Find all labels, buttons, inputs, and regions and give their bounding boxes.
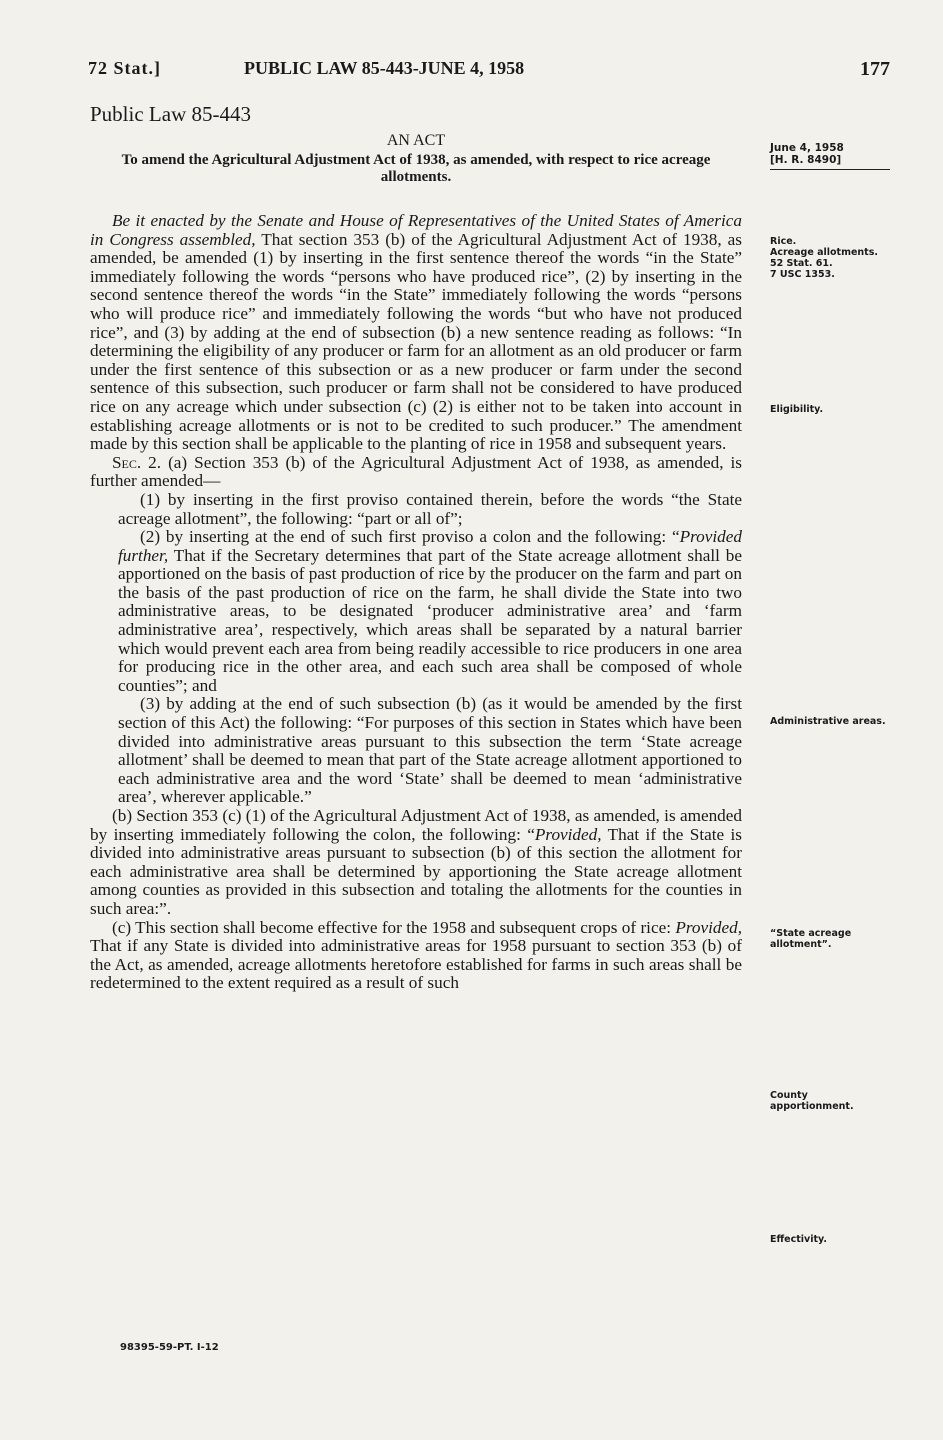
act-heading: AN ACT (386, 132, 446, 149)
section-2-label: Sec. 2. (112, 452, 162, 472)
footer-print-code: 98395-59-PT. I-12 (120, 1342, 219, 1353)
section-2b: (b) Section 353 (c) (1) of the Agricultural Adjustment Act of 1938, as amended, is amended by inserting immediately following the colon, the following: “Provided, That if the State is divided into administrative areas pursuant to subsection (b) of this section the allotment for each administrative area shall be determined by apportioning the State acreage allotment among counties as provided in this subsection and totaling the allotments for the counties in such area:”. (90, 806, 742, 918)
running-title: PUBLIC LAW 85-443-JUNE 4, 1958 (244, 58, 525, 78)
margin-note-eligibility: Eligibility. (770, 404, 824, 415)
clause-3: (3) by adding at the end of such subsection (b) (as it would be amended by the first section of this Act) the following: “For purposes of this section in States which have been divided into administrative areas pursuant to this subsection the term ‘State acreage allotment’ shall be deemed to mean that part of the State acreage allotment apportioned to each administrative area and the word ‘State’ shall be deemed to mean ‘administrative area’, wherever applicable.” (118, 694, 742, 807)
section-2a (90, 454, 742, 491)
clause-1: (1) by inserting in the first proviso contained therein, before the words “the State acreage allotment”, the following: “part or all of”; (118, 489, 742, 528)
margin-date: June 4, 1958 [H. R. 8490] (770, 142, 890, 170)
margin-note-county-apportionment: County apportionment. (770, 1090, 854, 1112)
margin-note-effectivity: Effectivity. (770, 1234, 827, 1245)
margin-note-state-acreage: “State acreage allotment”. (770, 928, 852, 950)
volume-reference: 72 Stat.] (88, 58, 161, 78)
section-1-text: That section 353 (b) of the Agricultural Adjustment Act of 1938, as amended, be amended (1) by inserting in the first sentence thereof the words “in the State” immediately following the words “persons who have produced rice”, (2) by inserting in the second sentence thereof the words “in the State” immediately following the words “persons who will produce rice” and immediately following the words “but who have not produced rice”, and (3) by adding at the end of subsection (b) a new sentence reading as follows: “In determining the eligibility of any producer or farm for an allotment as an old producer or farm under the first sentence of this subsection or as a new producer or farm under the second sentence of this subsection, such producer or farm shall not be considered to have produced rice on any acreage which under subsection (c) (2) is either not to be taken into account in establishing acreage allotments or is not to be credited to such producer.” The amendment made by this section shall be applicable to the planting of rice in 1958 and subsequent years. (90, 229, 742, 454)
section-2a-text: (a) Section 353 (b) of the Agricultural Adjustment Act of 1938, as amended, is further amended— (90, 452, 743, 491)
enacting-clause: Be it enacted by the Senate and House of Representatives of the United States of America in Congress assembled, (90, 211, 742, 249)
section-2c: (c) This section shall become effective for the 1958 and subsequent crops of rice: Provided, That if any State is divided into administrative areas for 1958 pursuant to section 353 (b) of the Act, as amended, acreage allotments heretofore established for farms in such areas shall be redetermined to the extent required as a result of such (90, 917, 742, 993)
law-body (90, 212, 742, 993)
act-purpose: To amend the Agricultural Adjustment Act of 1938, as amended, with respect to rice acreage allotments. (121, 152, 711, 185)
page-number: 177 (860, 58, 890, 80)
margin-note-admin-areas: Administrative areas. (770, 716, 886, 727)
margin-note-rice: Rice. Acreage allotments. 52 Stat. 61. 7 USC 1353. (770, 236, 878, 280)
section-1 (90, 212, 742, 454)
running-header (88, 58, 898, 84)
law-title: Public Law 85-443 (90, 102, 251, 126)
clause-2: (2) by inserting at the end of such first proviso a colon and the following: “Provided further, That if the Secretary determines that part of the State acreage allotment shall be apportioned on the basis of past production of rice by the producer on the farm and part on the basis of the past production of rice on the farm, he shall divide the State into two administrative areas, to be designated ‘producer administrative area’ and ‘farm administrative area’, respectively, which areas shall be separated by a natural barrier which would prevent each area from being readily accessible to rice producers in one area for producing rice in the other area, and each such area shall be composed of whole counties”; and (118, 527, 742, 695)
